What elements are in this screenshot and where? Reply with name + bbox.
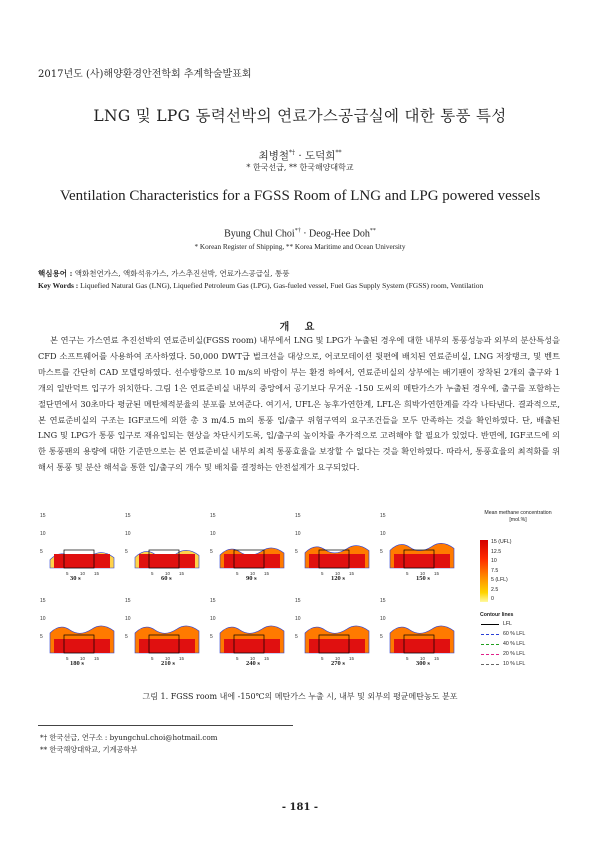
author-2-en-mark: ** bbox=[369, 228, 376, 234]
author-1-en: Byung Chul Choi bbox=[224, 228, 295, 240]
x-tick-label: 5 bbox=[66, 656, 69, 661]
contour-line-swatch bbox=[481, 654, 499, 655]
concentration-plot bbox=[295, 595, 373, 662]
author-1-en-mark: *† bbox=[294, 228, 301, 234]
x-tick-label: 10 bbox=[165, 571, 171, 576]
concentration-plot bbox=[40, 510, 118, 577]
contour-legend-item bbox=[481, 641, 525, 647]
contour-line-swatch bbox=[481, 644, 499, 645]
keywords-korean bbox=[38, 268, 289, 279]
author-1-mark: *† bbox=[288, 149, 295, 157]
contour-legend-item bbox=[481, 631, 525, 637]
colorbar-tick-label: 10 bbox=[491, 558, 497, 564]
y-tick-label: 10 bbox=[380, 531, 386, 537]
x-tick-label: 5 bbox=[236, 656, 239, 661]
x-tick-label: 15 bbox=[264, 656, 270, 661]
figure-caption: 그림 1. FGSS room 내에 -150℃의 메탄가스 누출 시, 내부 및 외부의 평균메탄농도 분포 bbox=[142, 692, 458, 701]
author-1: 최병철 bbox=[258, 150, 289, 162]
x-tick-label: 5 bbox=[321, 656, 324, 661]
y-tick-label: 5 bbox=[40, 549, 43, 555]
y-tick-label: 10 bbox=[210, 531, 216, 537]
y-tick-label: 10 bbox=[125, 531, 131, 537]
y-tick-label: 10 bbox=[295, 616, 301, 622]
x-tick-label: 10 bbox=[420, 571, 426, 576]
figure-panel bbox=[40, 510, 118, 582]
colorbar-tick-label: 0 bbox=[491, 596, 494, 602]
x-tick-label: 5 bbox=[406, 656, 409, 661]
figure-panel bbox=[210, 595, 288, 667]
x-tick-label: 15 bbox=[264, 571, 270, 576]
conference-header: 2017년도 (사)해양환경안전학회 추계학술발표회 bbox=[38, 69, 252, 80]
contour-legend-item bbox=[481, 621, 512, 627]
contour-line-swatch bbox=[481, 624, 499, 625]
x-tick-label: 15 bbox=[434, 571, 440, 576]
y-tick-label: 15 bbox=[210, 513, 216, 519]
x-tick-label: 10 bbox=[335, 656, 341, 661]
keywords-english-text: Liquefied Natural Gas (LNG), Liquefied Petroleum Gas (LPG), Gas-fueled vessel, Fuel Gas Supply System (FGSS) room, Ventilation bbox=[80, 281, 484, 290]
x-tick-label: 15 bbox=[434, 656, 440, 661]
room-high-concentration bbox=[309, 554, 365, 568]
y-tick-label: 5 bbox=[210, 634, 213, 640]
y-tick-label: 5 bbox=[295, 549, 298, 555]
keywords-korean-text: 액화천연가스, 액화석유가스, 가스추진선박, 연료가스공급실, 통풍 bbox=[74, 269, 290, 278]
contour-label: LFL bbox=[503, 621, 512, 627]
x-tick-label: 15 bbox=[179, 656, 185, 661]
x-tick-label: 10 bbox=[80, 571, 86, 576]
contour-line-swatch bbox=[481, 664, 499, 665]
y-tick-label: 10 bbox=[295, 531, 301, 537]
contour-legend-item bbox=[481, 661, 525, 667]
panel-time-label: 210 s bbox=[161, 660, 175, 667]
x-tick-label: 10 bbox=[250, 571, 256, 576]
room-high-concentration bbox=[224, 554, 280, 568]
y-tick-label: 15 bbox=[40, 513, 46, 519]
x-tick-label: 10 bbox=[165, 656, 171, 661]
contour-label: 20 % LFL bbox=[503, 651, 526, 657]
abstract-body: 본 연구는 가스연료 추진선박의 연료준비실(FGSS room) 내부에서 LNG 및 LPG가 누출된 경우에 대한 내부의 통풍성능과 외부의 분산특성을 CFD 소프트웨어를 사용하여 조사하였다. 50,000 DWT급 벌크선을 대상으로, 어코모데이션 뒷편에 배치된 연료준비실, LNG 저장탱크, 및 벤트마스트를 간단히 CAD 모델링하였다. 선수방향으로 10 m/s의 바람이 부는 환경 하에서, 연료준비실의 상부에는 배기팬이 장착된 2개의 출구와 1개의 일반덕트 입구가 위치한다. 그림 1은 연료준비실 내부의 중앙에서 공기보다 무거운 -150 도씨의 메탄가스가 누출된 경우에, 출구를 포함하는 절단면에서 30초마다 평균된 메탄체적분율의 분포를 보여준다. 여기서, UFL은 농후가연한계, LFL은 희박가연한계를 각각 나타낸다. 결과적으로, 본 연료준비실의 구조는 IGF코드에 의한 총 3 m/4.5 m의 통풍 입/출구 위험구역의 요구조건들을 모두 만족하는 것을 확인하였다. 단, 배출된 LNG 및 LPG가 통풍 입구로 재유입되는 현상을 차단시키도록, 입/출구의 높이차를 추가적으로 고려해야 할 필요가 있었다. 반면에, IGF코드에 의한 통풍팬의 용량에 대한 기준만으로는 본 연료준비실 내부의 최적 통풍효율을 보장할 수 없다는 것을 확인하였다. 따라서, 통풍효율의 최적화를 위해서 통풍 및 분산 해석을 통한 입/출구의 개수 및 배치를 결정하는 안전설계가 요구되었다. bbox=[38, 335, 560, 473]
contour-label: 40 % LFL bbox=[503, 641, 526, 647]
concentration-plot bbox=[40, 595, 118, 662]
page-number: - 181 - bbox=[281, 802, 319, 813]
panel-time-label: 300 s bbox=[416, 660, 430, 667]
author-2-mark: ** bbox=[335, 149, 342, 157]
figure-panel bbox=[380, 595, 458, 667]
x-tick-label: 5 bbox=[236, 571, 239, 576]
figure-panel bbox=[210, 510, 288, 582]
y-tick-label: 10 bbox=[210, 616, 216, 622]
colorbar bbox=[480, 540, 488, 602]
keywords-english bbox=[38, 281, 483, 290]
title-english: Ventilation Characteristics for a FGSS Room of LNG and LPG powered vessels bbox=[59, 188, 541, 204]
y-tick-label: 15 bbox=[125, 598, 131, 604]
panel-time-label: 240 s bbox=[246, 660, 260, 667]
y-tick-label: 5 bbox=[125, 549, 128, 555]
contour-label: 10 % LFL bbox=[503, 661, 526, 667]
x-tick-label: 15 bbox=[94, 656, 100, 661]
y-tick-label: 10 bbox=[125, 616, 131, 622]
colorbar-tick-label: 12.5 bbox=[491, 548, 502, 555]
title-korean: LNG 및 LPG 동력선박의 연료가스공급실에 대한 통풍 특성 bbox=[93, 107, 507, 125]
footnote-2: ** 한국해양대학교, 기계공학부 bbox=[40, 745, 138, 754]
x-tick-label: 10 bbox=[420, 656, 426, 661]
y-tick-label: 15 bbox=[295, 598, 301, 604]
x-tick-label: 5 bbox=[151, 571, 154, 576]
concentration-plot bbox=[380, 510, 458, 577]
room-high-concentration bbox=[139, 639, 195, 653]
figure-panel bbox=[380, 510, 458, 582]
keywords-korean-label: 핵심용어 : bbox=[38, 269, 73, 278]
contour-label: 60 % LFL bbox=[503, 631, 526, 637]
author-2-en: Deog-Hee Doh bbox=[309, 228, 370, 240]
figure-panel bbox=[125, 595, 203, 667]
room-high-concentration bbox=[394, 639, 450, 653]
room-high-concentration bbox=[394, 554, 450, 568]
y-tick-label: 15 bbox=[380, 513, 386, 519]
room-high-concentration bbox=[54, 554, 110, 568]
panel-time-label: 60 s bbox=[161, 575, 172, 582]
abstract-heading: 개 요 bbox=[279, 322, 321, 333]
room-high-concentration bbox=[309, 639, 365, 653]
keywords-english-label: Key Words : bbox=[38, 281, 79, 290]
x-tick-label: 15 bbox=[179, 571, 185, 576]
y-tick-label: 5 bbox=[210, 549, 213, 555]
y-tick-label: 5 bbox=[295, 634, 298, 640]
authors-english bbox=[0, 228, 600, 239]
panel-time-label: 180 s bbox=[70, 660, 84, 667]
colorbar-tick-label: 15 (UFL) bbox=[491, 539, 512, 545]
x-tick-label: 5 bbox=[151, 656, 154, 661]
y-tick-label: 15 bbox=[295, 513, 301, 519]
contour-line-swatch bbox=[481, 634, 499, 635]
x-tick-label: 15 bbox=[94, 571, 100, 576]
figure-panel bbox=[295, 510, 373, 582]
footnote-rule bbox=[38, 725, 293, 726]
colorbar-tick-label: 2.5 bbox=[491, 586, 499, 593]
y-tick-label: 15 bbox=[40, 598, 46, 604]
y-tick-label: 10 bbox=[380, 616, 386, 622]
y-tick-label: 15 bbox=[125, 513, 131, 519]
concentration-plot bbox=[125, 595, 203, 662]
y-tick-label: 5 bbox=[380, 549, 383, 555]
colorbar-tick-label: 5 (LFL) bbox=[491, 577, 508, 583]
x-tick-label: 5 bbox=[321, 571, 324, 576]
contour-legend-item bbox=[481, 651, 525, 657]
room-high-concentration bbox=[54, 639, 110, 653]
y-tick-label: 15 bbox=[380, 598, 386, 604]
contour-title: Contour lines bbox=[480, 612, 514, 618]
footnote-1: *† 한국선급, 연구소 : byungchul.choi@hotmail.com bbox=[40, 733, 218, 742]
x-tick-label: 5 bbox=[66, 571, 69, 576]
y-tick-label: 10 bbox=[40, 531, 46, 537]
room-high-concentration bbox=[139, 554, 195, 568]
authors-korean bbox=[0, 148, 600, 163]
room-high-concentration bbox=[224, 639, 280, 653]
y-tick-label: 15 bbox=[210, 598, 216, 604]
author-2: 도덕희 bbox=[305, 150, 336, 162]
y-tick-label: 5 bbox=[40, 634, 43, 640]
y-tick-label: 5 bbox=[380, 634, 383, 640]
y-tick-label: 10 bbox=[40, 616, 46, 622]
figure-legend bbox=[478, 510, 560, 690]
concentration-plot bbox=[210, 510, 288, 577]
x-tick-label: 10 bbox=[250, 656, 256, 661]
concentration-plot bbox=[295, 510, 373, 577]
figure-panel bbox=[125, 510, 203, 582]
x-tick-label: 10 bbox=[80, 656, 86, 661]
figure-panel bbox=[40, 595, 118, 667]
affiliation-korean: * 한국선급, ** 한국해양대학교 bbox=[246, 163, 354, 172]
legend-title: Mean methane concentration [mol.%] bbox=[484, 510, 552, 523]
concentration-plot bbox=[125, 510, 203, 577]
x-tick-label: 15 bbox=[349, 571, 355, 576]
x-tick-label: 5 bbox=[406, 571, 409, 576]
colorbar-tick-label: 7.5 bbox=[491, 567, 499, 574]
panel-time-label: 30 s bbox=[70, 575, 81, 582]
figure-panel bbox=[295, 595, 373, 667]
concentration-plot bbox=[210, 595, 288, 662]
x-tick-label: 10 bbox=[335, 571, 341, 576]
author-separator-en: · bbox=[300, 228, 310, 240]
affiliation-english: * Korean Register of Shipping, ** Korea Maritime and Ocean University bbox=[194, 243, 406, 251]
concentration-plot bbox=[380, 595, 458, 662]
x-tick-label: 15 bbox=[349, 656, 355, 661]
author-separator: · bbox=[294, 150, 305, 162]
panel-time-label: 120 s bbox=[331, 575, 345, 582]
y-tick-label: 5 bbox=[125, 634, 128, 640]
panel-time-label: 90 s bbox=[246, 575, 257, 582]
panel-time-label: 270 s bbox=[331, 660, 345, 667]
panel-time-label: 150 s bbox=[416, 575, 430, 582]
